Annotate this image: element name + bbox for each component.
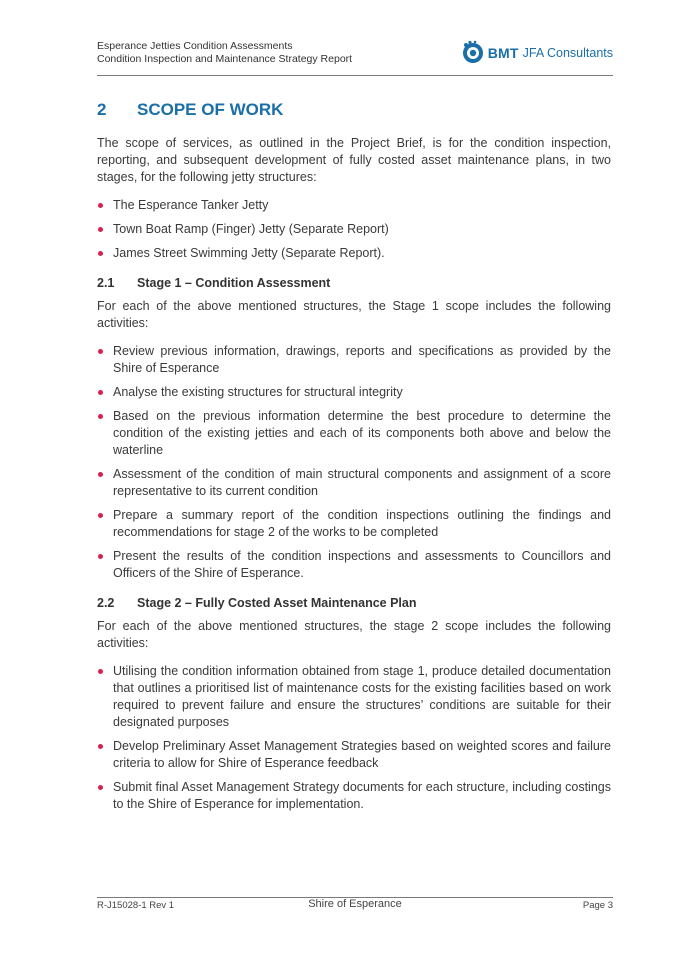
page-number: Page 3: [582, 900, 613, 911]
stage-1-intro: For each of the above mentioned structures, the Stage 1 scope includes the following activities:: [97, 299, 611, 330]
section-title: SCOPE OF WORK: [137, 100, 284, 119]
logo-bmt-text: BMT: [487, 45, 519, 61]
list-item: Based on the previous information determine the best procedure to determine the condition of the existing jetties and each of its components both above and below the waterline: [97, 408, 611, 459]
list-item: Present the results of the condition inspections and assessments to Councillors and Officers of the Shire of Esperance.: [97, 548, 611, 582]
header-line-2: Condition Inspection and Maintenance Strategy Report: [97, 53, 353, 65]
report-reference: R-J15028-1 Rev 1: [97, 900, 175, 911]
structures-list: [97, 197, 611, 262]
stage-1-activities: [97, 343, 611, 582]
list-item: Town Boat Ramp (Finger) Jetty (Separate Report): [97, 221, 611, 238]
company-logo: [461, 38, 613, 68]
header-text: [97, 40, 352, 66]
stage-2-intro: For each of the above mentioned structures, the stage 2 scope includes the following activities:: [97, 619, 611, 650]
list-item: Develop Preliminary Asset Management Strategies based on weighted scores and failure criteria to allow for Shire of Esperance feedback: [97, 738, 611, 772]
list-item: Assessment of the condition of main structural components and assignment of a score representative to its current condition: [97, 466, 611, 500]
list-item: James Street Swimming Jetty (Separate Report).: [97, 245, 611, 262]
subsection-number: 2.1: [97, 276, 115, 290]
subsection-number: 2.2: [97, 596, 115, 610]
list-item: The Esperance Tanker Jetty: [97, 197, 611, 214]
page-body: [97, 100, 611, 823]
list-item: Submit final Asset Management Strategy documents for each structure, including costings to the Shire of Esperance for implementation.: [97, 779, 611, 813]
bmt-globe-icon: [461, 40, 485, 66]
logo-jfa-text: JFA Consultants: [522, 46, 613, 60]
subsection-heading-stage-2: [97, 596, 611, 610]
list-item: Analyse the existing structures for structural integrity: [97, 384, 611, 401]
subsection-title: Stage 2 – Fully Costed Asset Maintenance Plan: [137, 596, 417, 610]
section-intro: The scope of services, as outlined in the Project Brief, is for the condition inspection, reporting, and subsequent development of fully costed asset maintenance plans, in two stages, for the following jetty structures:: [97, 136, 611, 184]
list-item: Review previous information, drawings, reports and specifications as provided by the Shire of Esperance: [97, 343, 611, 377]
page-header: [97, 38, 613, 76]
subsection-heading-stage-1: [97, 276, 611, 290]
list-item: Utilising the condition information obtained from stage 1, produce detailed documentation that outlines a prioritised list of maintenance costs for the existing facilities based on work required to prevent failure and ensure the structures’ conditions are suitable for their designated purposes: [97, 663, 611, 731]
section-heading: [97, 100, 611, 120]
header-divider: [97, 75, 613, 76]
header-line-1: Esperance Jetties Condition Assessments: [97, 40, 293, 52]
client-name: Shire of Esperance: [308, 898, 402, 910]
section-number: 2: [97, 100, 107, 119]
subsection-title: Stage 1 – Condition Assessment: [137, 276, 331, 290]
stage-2-activities: [97, 663, 611, 813]
list-item: Prepare a summary report of the condition inspections outlining the findings and recommendations for stage 2 of the works to be completed: [97, 507, 611, 541]
